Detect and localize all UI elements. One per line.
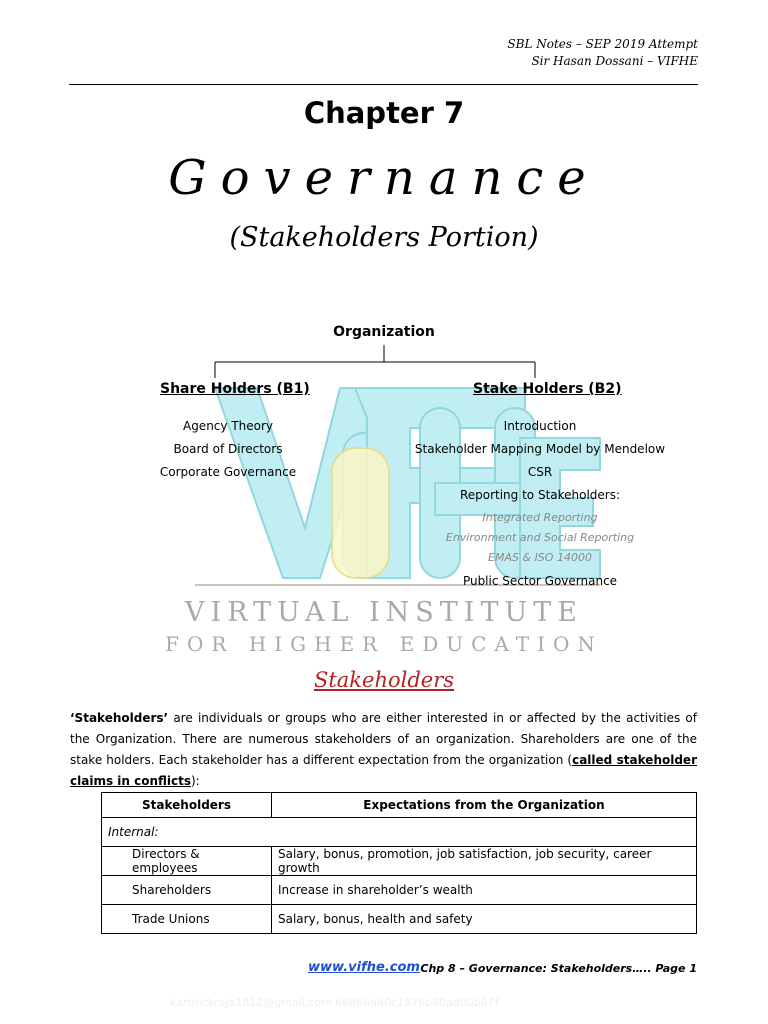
stakeholders-table bbox=[101, 792, 697, 934]
stakeholder-cell: Directors & employees bbox=[102, 847, 272, 876]
website-link[interactable]: www.vifhe.com bbox=[308, 960, 420, 975]
table-row bbox=[102, 876, 697, 905]
b2-item: Introduction bbox=[503, 419, 577, 433]
table-header: Expectations from the Organization bbox=[272, 793, 697, 818]
b2-item: Reporting to Stakeholders: bbox=[459, 488, 621, 502]
group-label: Internal: bbox=[102, 818, 697, 847]
stakeholder-cell: Shareholders bbox=[102, 876, 272, 905]
table-row bbox=[102, 847, 697, 876]
footer-email-watermark: karthickraja1812@gmail.com 66866a40c1876b80ad00b67f bbox=[170, 996, 499, 1009]
b2-heading: Stake Holders (B2) bbox=[473, 381, 622, 397]
expectation-cell: Salary, bonus, health and safety bbox=[272, 905, 697, 934]
table-row bbox=[102, 905, 697, 934]
tree-root: Organization bbox=[333, 324, 435, 340]
b1-item: Board of Directors bbox=[173, 442, 283, 456]
b2-subitem: Environment and Social Reporting bbox=[445, 531, 635, 544]
chapter-title: Chapter 7 bbox=[303, 96, 465, 130]
page-header bbox=[507, 36, 698, 70]
b1-list bbox=[128, 418, 328, 487]
header-line-2: Sir Hasan Dossani – VIFHE bbox=[531, 54, 698, 68]
expectation-cell: Salary, bonus, promotion, job satisfaction, job security, career growth bbox=[272, 847, 697, 876]
para-body: are individuals or groups who are either interested in or affected by the activities of the Organization. There are numerous stakeholders of an organization. Shareholders are one of the stake holders. Each stakeholder has a different expectation from the organization ( bbox=[70, 711, 697, 767]
b2-subitem: EMAS & ISO 14000 bbox=[488, 551, 592, 564]
watermark-text-line-2: FOR HIGHER EDUCATION bbox=[165, 632, 603, 656]
b1-item: Agency Theory bbox=[182, 419, 274, 433]
b2-item: CSR bbox=[527, 465, 553, 479]
main-title: Governance bbox=[168, 150, 600, 206]
table-group-row bbox=[102, 818, 697, 847]
b2-list bbox=[400, 418, 680, 596]
section-heading: Stakeholders bbox=[313, 668, 455, 692]
table-header: Stakeholders bbox=[102, 793, 272, 818]
watermark-text-line-1: VIRTUAL INSTITUTE bbox=[185, 597, 583, 628]
header-line-1: SBL Notes – SEP 2019 Attempt bbox=[507, 37, 698, 51]
para-emphasis: called stakeholder claims in conflicts bbox=[70, 753, 697, 788]
subtitle: (Stakeholders Portion) bbox=[229, 222, 539, 253]
b2-item-last: Public Sector Governance bbox=[462, 574, 618, 588]
stakeholder-cell: Trade Unions bbox=[102, 905, 272, 934]
para-end: ): bbox=[191, 774, 200, 788]
term: ‘Stakeholders’ bbox=[70, 711, 169, 725]
b1-item: Corporate Governance bbox=[159, 465, 297, 479]
table-header-row bbox=[102, 793, 697, 818]
b2-item: Stakeholder Mapping Model by Mendelow bbox=[414, 442, 666, 456]
expectation-cell: Increase in shareholder’s wealth bbox=[272, 876, 697, 905]
page-footer: Chp 8 – Governance: Stakeholders….. Page 1 bbox=[420, 962, 697, 975]
header-rule bbox=[69, 84, 698, 85]
b2-subitem: Integrated Reporting bbox=[482, 511, 598, 524]
intro-paragraph bbox=[70, 708, 697, 792]
b1-heading: Share Holders (B1) bbox=[160, 381, 310, 397]
